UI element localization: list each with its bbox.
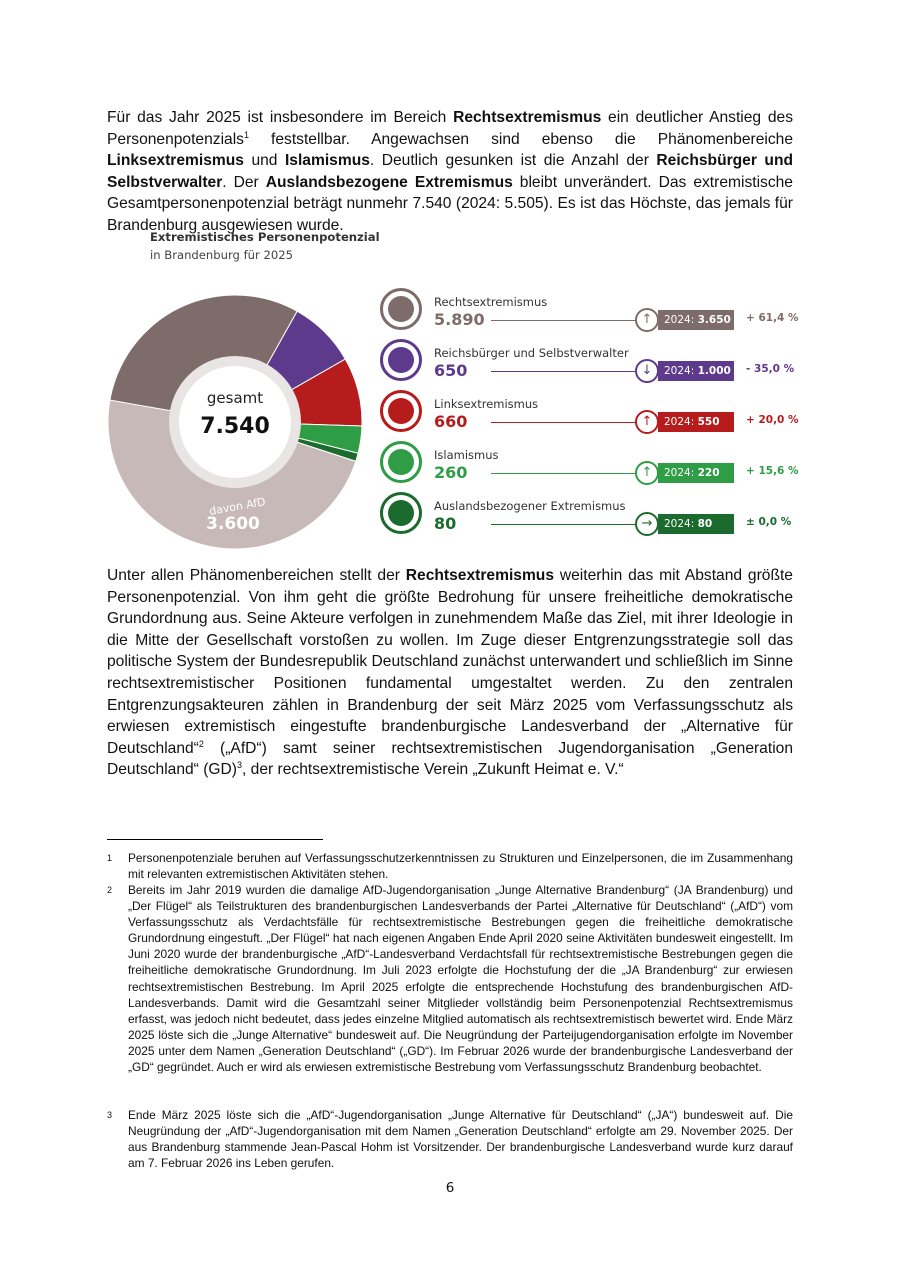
footnote-text: Personenpotenziale beruhen auf Verfassungsschutzerkenntnissen zu Strukturen und Einzelpersonen, die im Zusammenhang mit relevanten extremistischen Aktivitäten stehen. bbox=[128, 851, 793, 882]
change-percent: ± 0,0 % bbox=[746, 516, 792, 528]
footnote bbox=[107, 1107, 793, 1171]
connector-line bbox=[491, 473, 635, 474]
footnote bbox=[107, 882, 793, 1075]
arrow-down-icon: ↓ bbox=[635, 359, 659, 383]
page-number: 6 bbox=[445, 1180, 455, 1196]
footnote-text: Ende März 2025 löste sich die „AfD“-Jugendorganisation „Junge Alternative für Deutschland“ („JA“) bundesweit auf. Die Neugründung der „AfD“-Jugendorganisation mit dem Namen „Generation Deutschland“ erfolgte am 29. November 2025. Der aus Brandenburg stammende Jean-Pascal Hohm ist Vorsitzender. Der brandenburgische Landesverband wurde kurz darauf am 7. Februar 2026 ins Leben gerufen. bbox=[128, 1108, 793, 1171]
row-linksextremismus bbox=[378, 388, 808, 438]
arrow-up-icon: ↑ bbox=[635, 461, 659, 485]
row-rechtsextremismus bbox=[378, 286, 808, 336]
change-percent: + 15,6 % bbox=[746, 465, 799, 477]
prev-year-box: 2024: 550 bbox=[658, 412, 734, 432]
center-label: gesamt bbox=[206, 389, 264, 407]
body-paragraph: Unter allen Phänomenbereichen stellt der Rechtsextremismus weiterhin das mit Abstand größte Personenpotenzial. Von ihm geht die größte Bedrohung für unsere freiheitliche demokratische Grundordnung aus. Seine Akteure verfolgen in zunehmendem Maße das Ziel, mit ihrer Ideologie in die Mitte der Gesellschaft vorstoßen zu wollen. Im Zuge dieser Entgrenzungsstrategie soll das politische System der Bundesrepublik Deutschland zunächst unterwandert und schließlich im Sinne rechtsextremistischer Positionen fundamental umgestaltet werden. Zu den zentralen Entgrenzungsakteuren zählen in Brandenburg der seit März 2025 vom Verfassungsschutz als erwiesen extremistisch eingestufte brandenburgische Landesverband der „Alternative für Deutschland“$^2$ („AfD“) samt seiner rechtsextremistischen Jugendorganisation „Generation Deutschland“ (GD)$^3$, der rechtsextremistische Verein „Zukunft Heimat e. V.“ bbox=[107, 567, 793, 779]
row-auslandsbezogen bbox=[378, 490, 808, 540]
chart-subtitle: in Brandenburg für 2025 bbox=[150, 248, 293, 262]
footnote-ref[interactable]: 3 bbox=[237, 760, 243, 771]
afd-label: davon AfD bbox=[208, 495, 267, 518]
footnote-ref[interactable]: 2 bbox=[198, 738, 204, 749]
footnote-number: 2 bbox=[107, 885, 113, 895]
chart-title: Extremistisches Personenpotenzial bbox=[150, 230, 380, 244]
row-value: 80 bbox=[434, 514, 457, 533]
arrow-up-icon: ↑ bbox=[635, 308, 659, 332]
person-suit-icon bbox=[380, 339, 422, 381]
afd-value: 3.600 bbox=[206, 514, 260, 534]
category-list bbox=[378, 286, 808, 546]
center-value: 7.540 bbox=[200, 414, 270, 439]
prev-year-box: 2024: 3.650 bbox=[658, 310, 734, 330]
row-name: Reichsbürger und Selbstverwalter bbox=[434, 346, 629, 360]
footnote-number: 3 bbox=[107, 1110, 113, 1120]
row-value: 260 bbox=[434, 463, 468, 482]
change-percent: + 20,0 % bbox=[746, 414, 799, 426]
row-value: 660 bbox=[434, 412, 468, 431]
prev-year-box: 2024: 80 bbox=[658, 514, 734, 534]
masked-person-icon bbox=[380, 390, 422, 432]
change-percent: + 61,4 % bbox=[746, 312, 799, 324]
row-reichsbuerger bbox=[378, 337, 808, 387]
connector-line bbox=[491, 422, 635, 423]
donut-chart bbox=[100, 285, 370, 550]
connector-line bbox=[491, 320, 635, 321]
bearded-person-icon bbox=[380, 492, 422, 534]
footnote-number: 1 bbox=[107, 853, 113, 863]
row-name: Auslandsbezogener Extremismus bbox=[434, 499, 626, 513]
row-value: 650 bbox=[434, 361, 468, 380]
row-name: Islamismus bbox=[434, 448, 499, 462]
change-percent: - 35,0 % bbox=[746, 363, 795, 375]
footnote-divider bbox=[107, 839, 323, 840]
row-value: 5.890 bbox=[434, 310, 485, 329]
row-islamismus bbox=[378, 439, 808, 489]
person-icon bbox=[380, 288, 422, 330]
veiled-person-icon bbox=[380, 441, 422, 483]
footnote bbox=[107, 850, 793, 882]
row-name: Linksextremismus bbox=[434, 397, 539, 411]
prev-year-box: 2024: 1.000 bbox=[658, 361, 734, 381]
connector-line bbox=[491, 371, 635, 372]
row-name: Rechtsextremismus bbox=[434, 295, 548, 309]
connector-line bbox=[491, 524, 635, 525]
intro-paragraph: Für das Jahr 2025 ist insbesondere im Bereich Rechtsextremismus ein deutlicher Anstieg des Personenpotenzials$^1$ feststellbar. Angewachsen sind ebenso die Phänomenbereiche Linksextremismus und Islamismus. Deutlich gesunken ist die Anzahl der Reichsbürger und Selbstverwalter. Der Auslandsbezogene Extremismus bleibt unverändert. Das extremistische Gesamtpersonenpotenzial beträgt nunmehr 7.540 (2024: 5.505). Es ist das Höchste, das jemals für Brandenburg ausgewiesen wurde. bbox=[107, 109, 793, 234]
arrow-up-icon: ↑ bbox=[635, 410, 659, 434]
arrow-right-icon: → bbox=[635, 512, 659, 536]
footnote-ref[interactable]: 1 bbox=[243, 129, 249, 140]
footnote-text: Bereits im Jahr 2019 wurden die damalige AfD-Jugendorganisation „Junge Alternative Brandenburg“ (JA Brandenburg) und „Der Flügel“ als Teilstrukturen des brandenburgischen Landesverbands der Partei „Alternative für Deutschland“ („AfD“) vom Verfassungsschutz als Verdachtsfälle für rechtsextremistische Bestrebungen gegen die freiheitliche demokratische Grundordnung eingestuft. „Der Flügel“ hat nach eigenen Angaben Ende April 2020 seine Aktivitäten bundesweit eingestellt. Im Juni 2020 wurde der brandenburgische „AfD“-Landesverband Verdachtsfall für rechtsextremistische Bestrebungen gegen die freiheitliche demokratische Grundordnung. Im Juli 2023 erfolgte die Hochstufung der die „JA Brandenburg“ zur erwiesen rechtsextremistischen Bestrebung. Im April 2025 erfolgte die entsprechende Hochstufung des brandenburgischen AfD-Landesverbands. Damit wird die Gesamtzahl seiner Mitglieder vollständig beim Personenpotenzial Rechtsextremismus erfasst, was jedoch nicht bedeutet, dass jedes einzelne Mitglied automatisch als rechtsextremistisch bewertet wird. Ende März 2025 löste sich die „Junge Alternative“ bundesweit auf. Die Neugründung der Parteijugendorganisation erfolgte im November 2025 unter dem Namen „Generation Deutschland“ („GD“). Im Februar 2026 wurde der brandenburgische Landesverband der „GD“ gegründet. Auch er wird als erwiesen extremistische Bestrebung vom Verfassungsschutz Brandenburg beobachtet. bbox=[128, 883, 793, 1075]
prev-year-box: 2024: 220 bbox=[658, 463, 734, 483]
